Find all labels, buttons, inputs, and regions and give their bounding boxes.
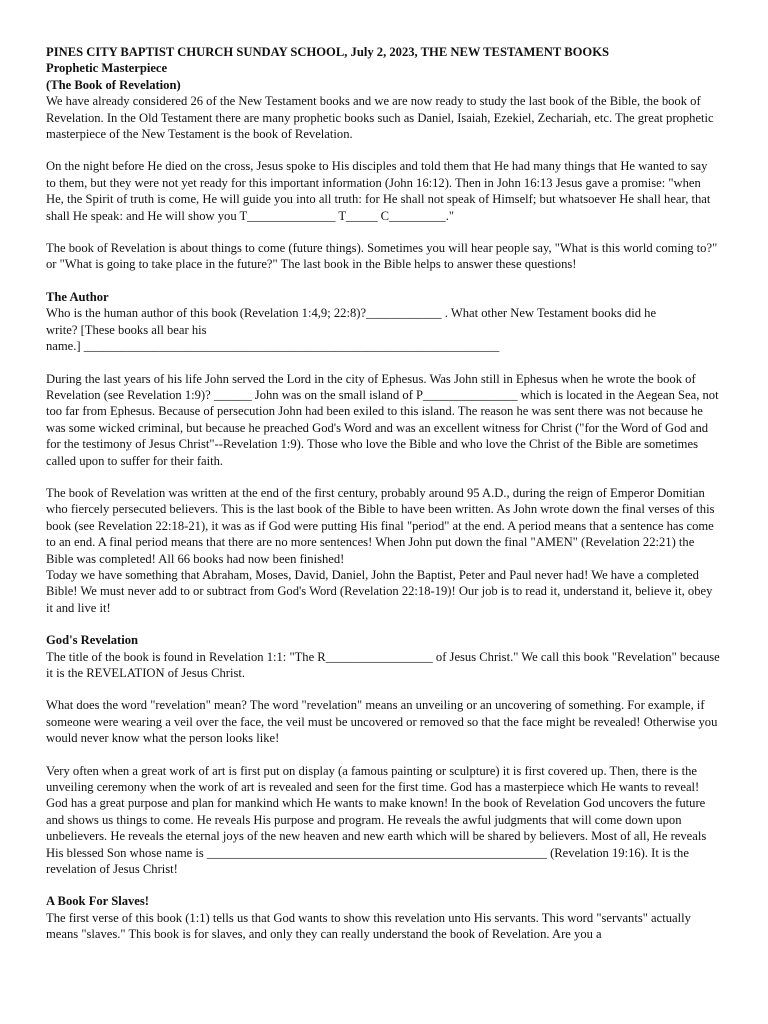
- section-heading-revelation: God's Revelation: [46, 633, 139, 648]
- author-question-line-3: name.] __________________________________________________________________: [46, 339, 500, 354]
- section-heading-author: The Author: [46, 289, 109, 304]
- author-question-line-2: write? [These books all bear his: [46, 322, 207, 337]
- author-question-line-1: Who is the human author of this book (Revelation 1:4,9; 22:8)?____________ . What other New Testament books did he: [46, 306, 657, 321]
- document-subtitle-2: (The Book of Revelation): [46, 77, 181, 92]
- revelation-paragraph-1: The title of the book is found in Revelation 1:1: "The R_________________ of Jesus Christ." We call this book "Revelation" because it is the REVELATION of Jesus Christ.: [46, 649, 720, 680]
- section-heading-slaves: A Book For Slaves!: [46, 894, 149, 909]
- document-page: [46, 44, 720, 943]
- author-paragraph-4: Today we have something that Abraham, Moses, David, Daniel, John the Baptist, Peter and Paul never had! We have a completed Bible! We must never add to or subtract from God's Word (Revelation 22:18-19)! Our job is to read it, understand it, believe it, obey it and live it!: [46, 567, 713, 615]
- intro-paragraph-1: We have already considered 26 of the New Testament books and we are now ready to study the last book of the Bible, the book of Revelation. In the Old Testament there are many prophetic books such as Daniel, Isaiah, Ezekiel, Zechariah, etc. The great prophetic masterpiece of the New Testament is the book of Revelation.: [46, 94, 714, 142]
- intro-paragraph-2: On the night before He died on the cross, Jesus spoke to His disciples and told them that He had many things that He wanted to say to them, but they were not yet ready for this important information (John 16:12). Then in John 16:13 Jesus gave a promise: "when He, the Spirit of truth is come, He will guide you into all truth: for He shall not speak of Himself; but whatsoever He shall hear, that shall He speak: and He will show you T______________ T_____ C_________.": [46, 159, 711, 223]
- author-paragraph-2: During the last years of his life John served the Lord in the city of Ephesus. Was John still in Ephesus when he wrote the book of Revelation (see Revelation 1:9)? ______ John was on the small island of P_______________ which is located in the Aegean Sea, not too far from Ephesus. Because of persecution John had been exiled to this island. The reason he was sent there was not because he was some wicked criminal, but because he preached God's Word and was an excellent witness for Christ ("for the Word of God and for the testimony of Jesus Christ"--Revelation 1:9). Those who love the Bible and who love the Christ of the Bible are sometimes called upon to suffer for their faith.: [46, 371, 719, 468]
- revelation-paragraph-2: What does the word "revelation" mean? The word "revelation" means an unveiling or an uncovering of something. For example, if someone were wearing a veil over the face, the veil must be uncovered or removed so that the face might be revealed! Otherwise you would never know what the person looks like!: [46, 698, 718, 746]
- intro-paragraph-3: The book of Revelation is about things to come (future things). Sometimes you will hear people say, "What is this world coming to?" or "What is going to take place in the future?" The last book in the Bible helps to answer these questions!: [46, 241, 718, 272]
- document-title: PINES CITY BAPTIST CHURCH SUNDAY SCHOOL, July 2, 2023, THE NEW TESTAMENT BOOKS: [46, 45, 610, 59]
- slaves-paragraph-1: The first verse of this book (1:1) tells us that God wants to show this revelation unto His servants. This word "servants" actually means "slaves." This book is for slaves, and only they can really understand the book of Revelation. Are you a: [46, 910, 691, 942]
- document-subtitle: Prophetic Masterpiece: [46, 61, 168, 76]
- author-paragraph-3: The book of Revelation was written at the end of the first century, probably around 95 A.D., during the reign of Emperor Domitian who fiercely persecuted believers. This is the last book of the Bible to have been written. As John wrote down the final verses of this book (see Revelation 22:18-21), it was as if God were putting His final "period" at the end. A period means that a sentence has come to an end. A final period means that there are no more sentences! When John put down the final "AMEN" (Revelation 22:21) the Bible was completed! All 66 books had now been finished!: [46, 485, 715, 566]
- revelation-paragraph-3: Very often when a great work of art is first put on display (a famous painting or sculpture) it is first covered up. Then, there is the unveiling ceremony when the work of art is revealed and seen for the first time. God has a masterpiece which He wants to reveal! God has a great purpose and plan for mankind which He wants to make known! In the book of Revelation God uncovers the future and shows us things to come. He reveals His purpose and program. He reveals the awful judgments that will come down upon unbelievers. He reveals the eternal joys of the new heaven and new earth which will be shared by believers. Most of all, He reveals His blessed Son whose name is ______________________________________________________ (Revelation 19:16). It is the revelation of Jesus Christ!: [46, 763, 707, 877]
